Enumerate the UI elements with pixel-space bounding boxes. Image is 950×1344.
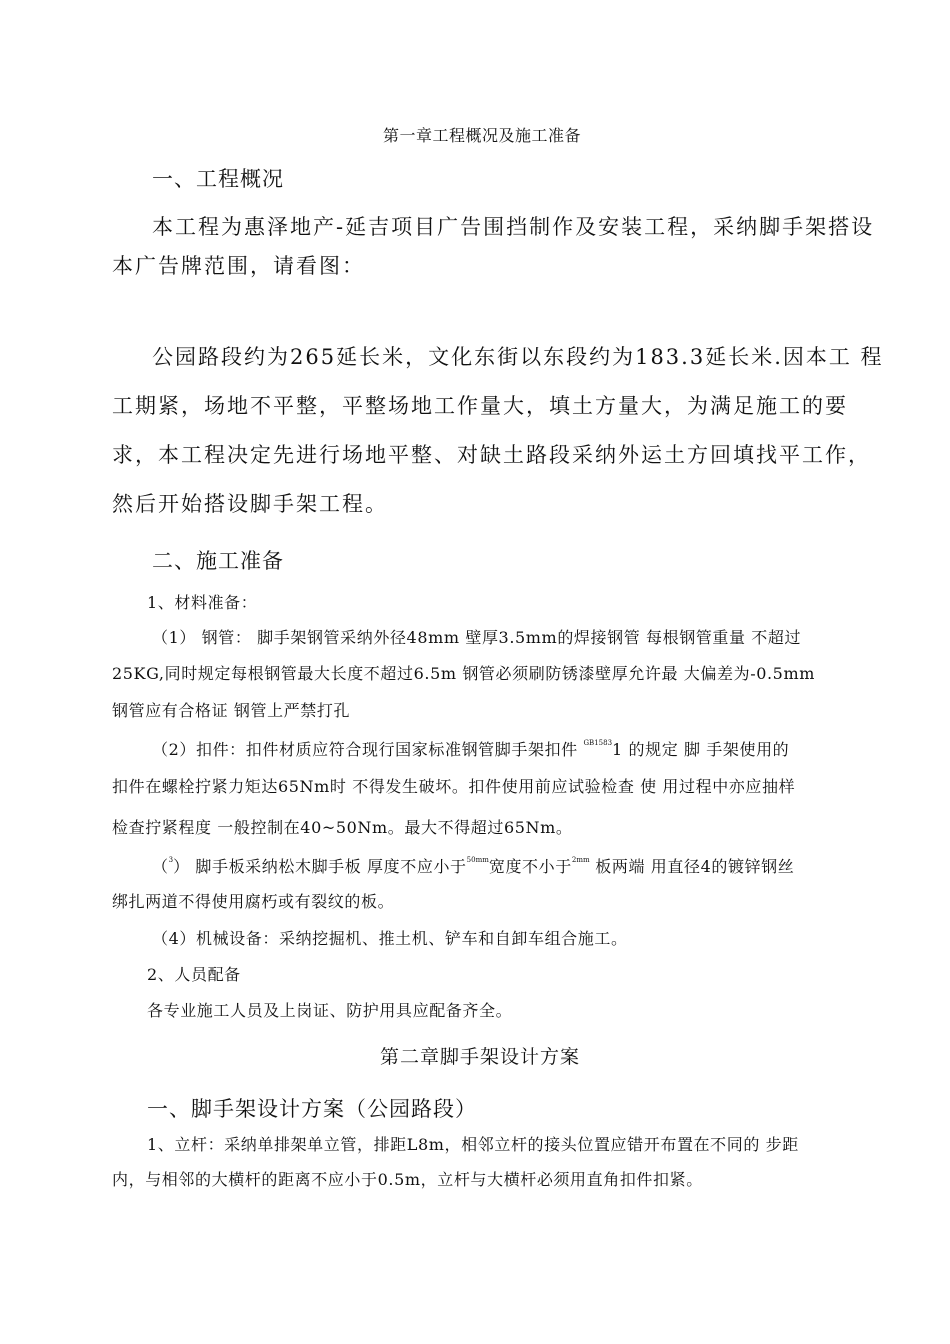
fastener-line1-text-b: 1 的规定 脚 手架使用的 [612, 740, 790, 759]
material-prep-heading: 1、材料准备： [147, 593, 258, 612]
fastener-line3: 检查拧紧程度 一般控制在40~50Nm。最大不得超过65Nm。 [112, 818, 573, 837]
fastener-line1-text-a: （2）扣件：扣件材质应符合现行国家标准钢管脚手架扣件 [152, 740, 584, 759]
steel-pipe-line2: 25KG,同时规定每根钢管最大长度不超过6.5m 钢管必须刷防锈漆壁厚允许最 大偏差为-0.5mm [112, 664, 815, 683]
overview-para1-line2: 本广告牌范围，请看图： [112, 254, 365, 278]
section-heading-overview: 一、工程概况 [152, 167, 284, 191]
steel-pipe-line3: 钢管应有合格证 钢管上严禁打孔 [112, 701, 351, 720]
board-text-b: ） 脚手板采纳松木脚手板 厚度不应小于 [173, 857, 467, 876]
scaffold-design-heading: 一、脚手架设计方案（公园路段） [147, 1097, 477, 1121]
board-width-superscript: 2mm [571, 856, 590, 864]
board-number-superscript: 3 [168, 856, 174, 864]
fastener-standard-superscript: GB1583 [583, 739, 613, 747]
overview-para2-line1: 公园路段约为265延长米，文化东街以东段约为183.3延长米.因本工 程 [152, 345, 884, 369]
chapter2-title: 第二章脚手架设计方案 [380, 1046, 581, 1068]
pole-line2: 内，与相邻的大横杆的距离不应小于0.5m，立杆与大横杆必须用直角扣件扣紧。 [112, 1170, 703, 1189]
scaffold-board-line1 [152, 854, 794, 877]
board-text-c: 宽度不小于 [488, 857, 572, 876]
board-text-a: （ [152, 857, 169, 876]
overview-para1-line1: 本工程为惠泽地产-延吉项目广告围挡制作及安装工程，采纳脚手架搭设 [152, 215, 875, 239]
personnel-text: 各专业施工人员及上岗证、防护用具应配备齐全。 [147, 1001, 513, 1020]
section-heading-preparation: 二、施工准备 [152, 549, 284, 573]
chapter1-title: 第一章工程概况及施工准备 [383, 126, 582, 145]
board-thickness-superscript: 50mm [466, 856, 489, 864]
overview-para2-line3: 求，本工程决定先进行场地平整、对缺土路段采纳外运土方回填找平工作， [112, 443, 871, 467]
overview-para2-line2: 工期紧，场地不平整，平整场地工作量大，填土方量大，为满足施工的要 [112, 394, 848, 418]
machinery-line: （4）机械设备：采纳挖掘机、推土机、铲车和自卸车组合施工。 [152, 929, 628, 948]
overview-para2-line4: 然后开始搭设脚手架工程。 [112, 492, 388, 516]
steel-pipe-line1: （1） 钢管： 脚手架钢管采纳外径48mm 壁厚3.5mm的焊接钢管 每根钢管重量 不超过 [152, 628, 802, 647]
scaffold-board-line2: 绑扎两道不得使用腐朽或有裂纹的板。 [112, 892, 395, 911]
pole-line1: 1、立杆：采纳单排架单立管，排距L8m，相邻立杆的接头位置应错开布置在不同的 步距 [147, 1135, 799, 1154]
personnel-heading: 2、人员配备 [147, 965, 241, 984]
board-text-d: 板两端 用直径4的镀锌钢丝 [589, 857, 795, 876]
fastener-line2: 扣件在螺栓拧紧力矩达65Nm时 不得发生破坏。扣件使用前应试验检查 使 用过程中亦应抽样 [112, 777, 796, 796]
fastener-line1 [152, 737, 789, 760]
